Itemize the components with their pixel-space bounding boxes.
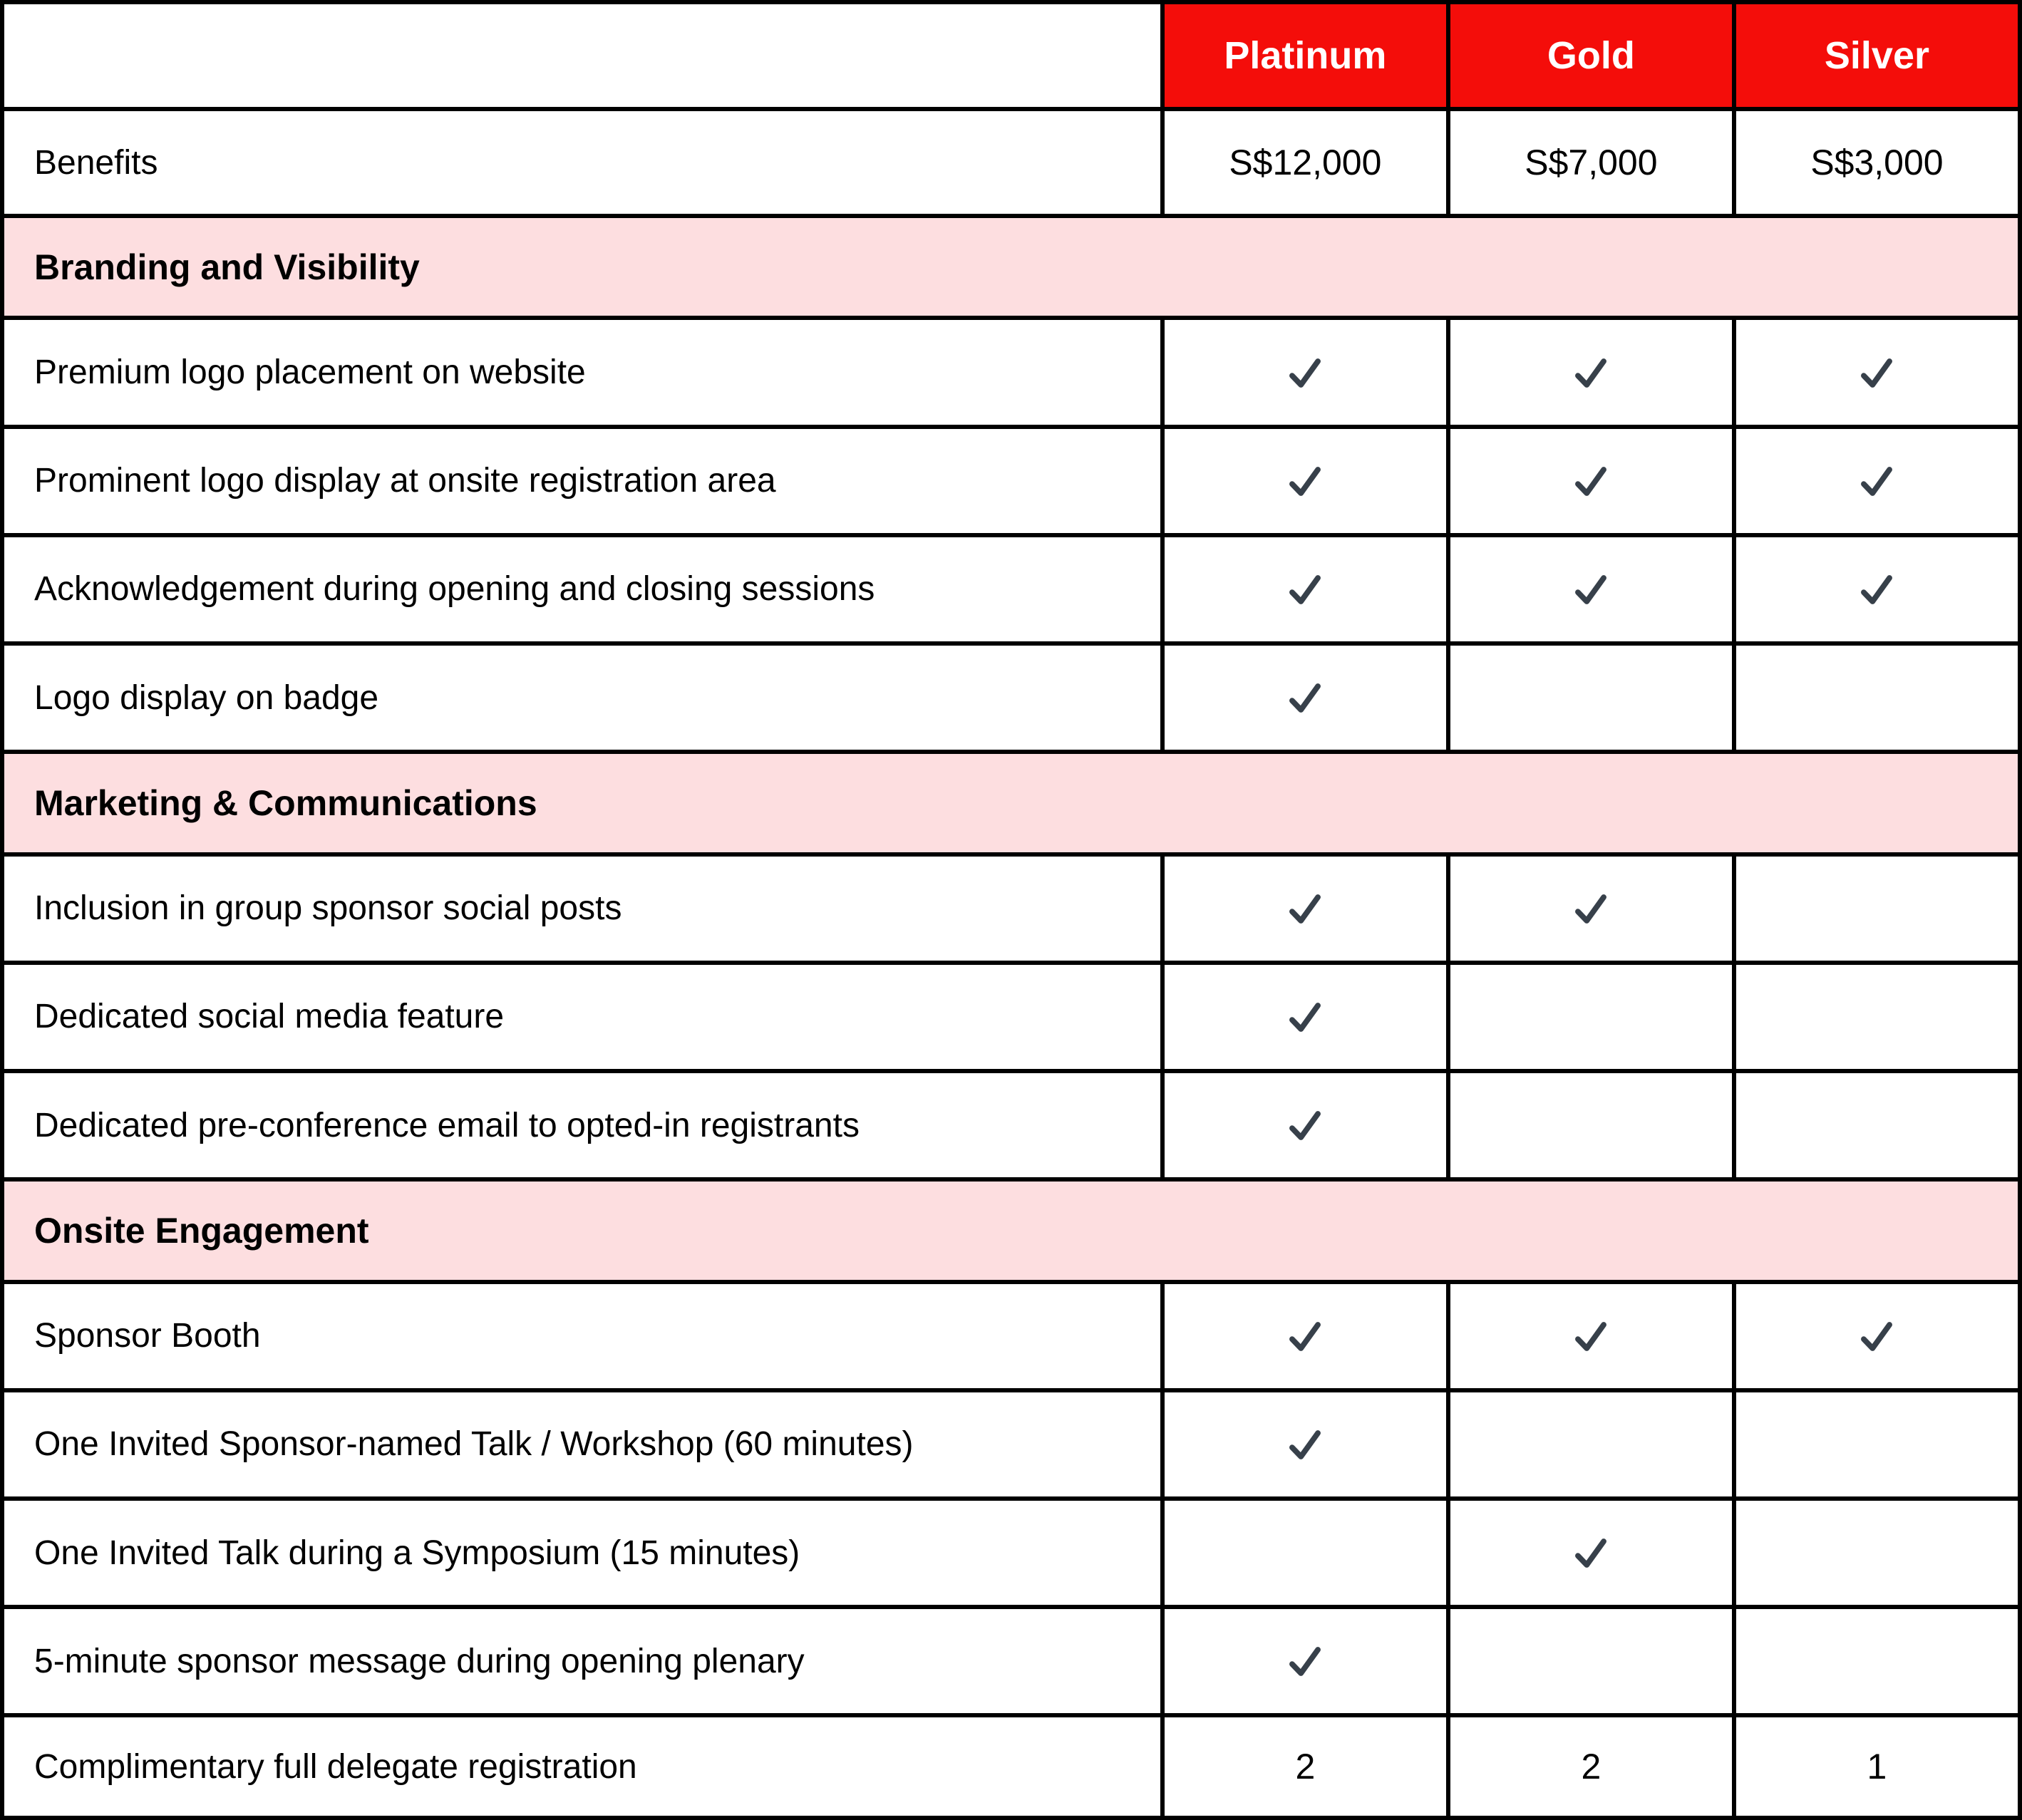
benefit-label: One Invited Talk during a Symposium (15 minutes) bbox=[2, 1499, 1162, 1607]
check-cell bbox=[1734, 535, 2020, 643]
check-icon bbox=[1283, 1314, 1327, 1358]
check-icon bbox=[1283, 1103, 1327, 1147]
table-row bbox=[2, 1499, 2020, 1607]
check-icon bbox=[1569, 1531, 1613, 1575]
table-row bbox=[2, 643, 2020, 752]
table-row bbox=[2, 535, 2020, 643]
table-row bbox=[2, 427, 2020, 535]
empty-cell bbox=[1734, 1499, 2020, 1607]
table-row bbox=[2, 963, 2020, 1071]
empty-cell bbox=[1734, 643, 2020, 752]
tier-header-silver: Silver bbox=[1734, 2, 2020, 109]
table-row bbox=[2, 1390, 2020, 1499]
benefit-label: Dedicated pre-conference email to opted-in registrants bbox=[2, 1071, 1162, 1179]
benefit-label: One Invited Sponsor-named Talk / Workshop (60 minutes) bbox=[2, 1390, 1162, 1499]
check-cell bbox=[1734, 427, 2020, 535]
tier-header-gold: Gold bbox=[1448, 2, 1734, 109]
section-header-row bbox=[2, 752, 2020, 854]
check-icon bbox=[1283, 886, 1327, 931]
check-icon bbox=[1569, 1314, 1613, 1358]
check-cell bbox=[1448, 854, 1734, 963]
section-title: Onsite Engagement bbox=[2, 1179, 2020, 1281]
section-header-row bbox=[2, 1179, 2020, 1281]
table-body bbox=[2, 216, 2020, 1818]
benefit-label: 5-minute sponsor message during opening plenary bbox=[2, 1607, 1162, 1715]
empty-cell bbox=[1734, 1390, 2020, 1499]
check-icon bbox=[1283, 995, 1327, 1039]
table-row bbox=[2, 1071, 2020, 1179]
check-icon bbox=[1569, 459, 1613, 503]
check-cell bbox=[1162, 963, 1448, 1071]
check-cell bbox=[1734, 318, 2020, 426]
corner-cell bbox=[2, 2, 1162, 109]
tier-header-platinum: Platinum bbox=[1162, 2, 1448, 109]
check-cell bbox=[1162, 318, 1448, 426]
empty-cell bbox=[1162, 1499, 1448, 1607]
benefit-label: Acknowledgement during opening and closing sessions bbox=[2, 535, 1162, 643]
table-row bbox=[2, 1715, 2020, 1818]
check-icon bbox=[1855, 351, 1899, 395]
empty-cell bbox=[1734, 963, 2020, 1071]
check-cell bbox=[1448, 1499, 1734, 1607]
check-cell bbox=[1162, 427, 1448, 535]
check-cell bbox=[1734, 1282, 2020, 1390]
check-cell bbox=[1162, 1282, 1448, 1390]
check-icon bbox=[1283, 1422, 1327, 1467]
check-icon bbox=[1283, 567, 1327, 611]
price-platinum: S$12,000 bbox=[1162, 109, 1448, 216]
tier-header-row bbox=[2, 2, 2020, 109]
empty-cell bbox=[1448, 643, 1734, 752]
check-cell bbox=[1162, 1071, 1448, 1179]
benefits-label: Benefits bbox=[2, 109, 1162, 216]
check-icon bbox=[1569, 351, 1613, 395]
table-row bbox=[2, 318, 2020, 426]
benefit-label: Prominent logo display at onsite registration area bbox=[2, 427, 1162, 535]
empty-cell bbox=[1734, 1607, 2020, 1715]
check-icon bbox=[1283, 676, 1327, 720]
check-icon bbox=[1569, 567, 1613, 611]
check-cell bbox=[1162, 1607, 1448, 1715]
count-cell: 2 bbox=[1162, 1715, 1448, 1818]
check-icon bbox=[1283, 1639, 1327, 1683]
check-cell bbox=[1162, 1390, 1448, 1499]
check-cell bbox=[1162, 643, 1448, 752]
check-cell bbox=[1448, 427, 1734, 535]
table-row bbox=[2, 1607, 2020, 1715]
check-cell bbox=[1162, 535, 1448, 643]
check-cell bbox=[1448, 318, 1734, 426]
table-row bbox=[2, 1282, 2020, 1390]
section-title: Marketing & Communications bbox=[2, 752, 2020, 854]
price-gold: S$7,000 bbox=[1448, 109, 1734, 216]
check-icon bbox=[1855, 567, 1899, 611]
empty-cell bbox=[1448, 1390, 1734, 1499]
empty-cell bbox=[1734, 854, 2020, 963]
empty-cell bbox=[1448, 1607, 1734, 1715]
count-cell: 1 bbox=[1734, 1715, 2020, 1818]
check-icon bbox=[1283, 459, 1327, 503]
check-cell bbox=[1448, 535, 1734, 643]
benefit-label: Premium logo placement on website bbox=[2, 318, 1162, 426]
check-cell bbox=[1162, 854, 1448, 963]
benefit-label: Inclusion in group sponsor social posts bbox=[2, 854, 1162, 963]
check-cell bbox=[1448, 1282, 1734, 1390]
empty-cell bbox=[1448, 963, 1734, 1071]
count-cell: 2 bbox=[1448, 1715, 1734, 1818]
section-title: Branding and Visibility bbox=[2, 216, 2020, 318]
check-icon bbox=[1569, 886, 1613, 931]
benefit-label: Sponsor Booth bbox=[2, 1282, 1162, 1390]
benefit-label: Dedicated social media feature bbox=[2, 963, 1162, 1071]
check-icon bbox=[1855, 1314, 1899, 1358]
check-icon bbox=[1283, 351, 1327, 395]
benefit-label: Complimentary full delegate registration bbox=[2, 1715, 1162, 1818]
empty-cell bbox=[1448, 1071, 1734, 1179]
table-row bbox=[2, 854, 2020, 963]
empty-cell bbox=[1734, 1071, 2020, 1179]
price-row bbox=[2, 109, 2020, 216]
section-header-row bbox=[2, 216, 2020, 318]
benefit-label: Logo display on badge bbox=[2, 643, 1162, 752]
check-icon bbox=[1855, 459, 1899, 503]
price-silver: S$3,000 bbox=[1734, 109, 2020, 216]
